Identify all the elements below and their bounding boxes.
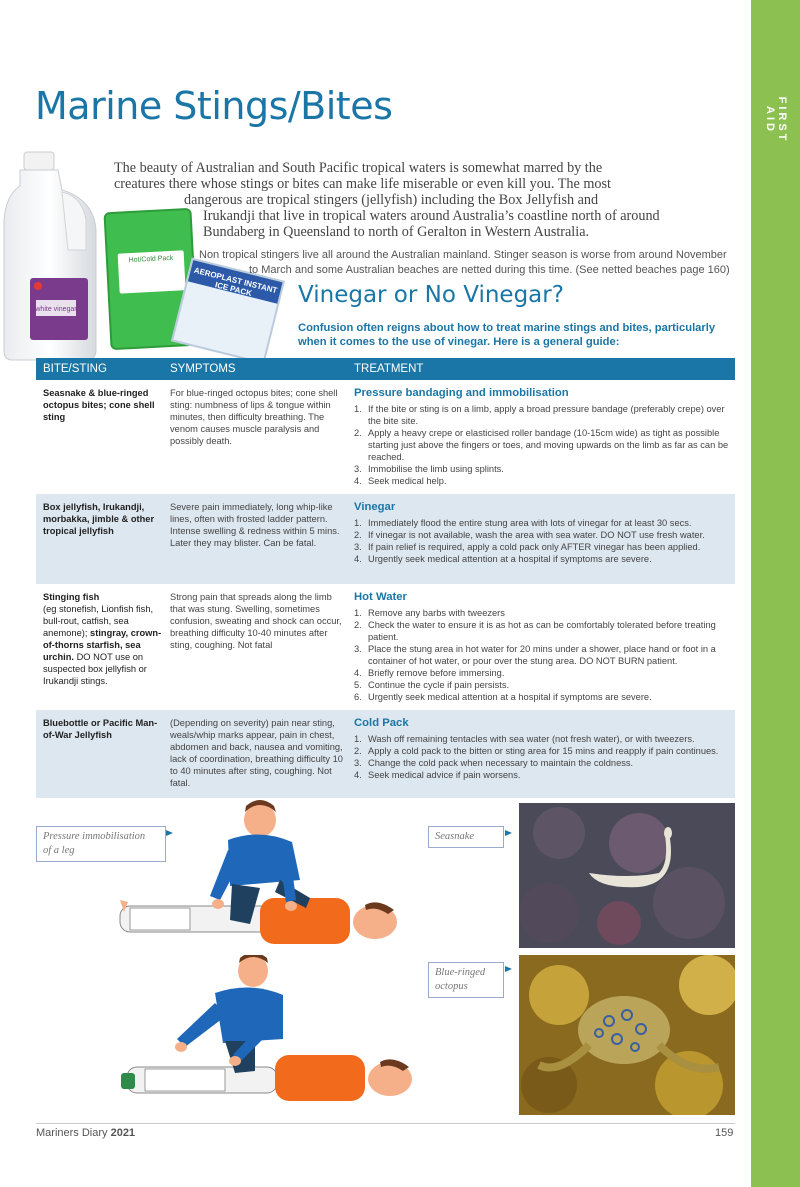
- treatment-step: 3. Place the stung area in hot water for 20 mins under a shower, place hand or foot in a container of hot water, or pour over the stung area. DO NOT BURN patient.: [354, 644, 716, 666]
- caption-arrow-icon: [505, 830, 512, 836]
- treatment-steps: [354, 607, 729, 703]
- note-line-2: to March and some Australian beaches are netted during this time. (See netted beaches page 160): [249, 264, 730, 276]
- bite-cell: Bluebottle or Pacific Man-of-War Jellyfish: [43, 718, 158, 740]
- bite-warning-text: DO NOT use on suspected box jellyfish or Irukandji stings.: [43, 652, 147, 686]
- pressure-bandage-illustration-1: [110, 800, 410, 955]
- seasnake-caption: [428, 826, 504, 848]
- treatment-step: 5. Continue the cycle if pain persists.: [354, 680, 510, 690]
- bite-bold-text: Stinging fish: [43, 592, 100, 602]
- table-header: [36, 358, 735, 380]
- treatment-step: 3. Immobilise the limb using splints.: [354, 464, 504, 474]
- treatment-step: 2. Apply a heavy crepe or elasticised roller bandage (10-15cm wide) as tight as possible starting just above the fingers or toes, and moving upwards on the limb as far as can be reached.: [354, 428, 729, 462]
- symptoms-cell: (Depending on severity) pain near sting, weals/whip marks appear, pain in chest, abdomen and back, nausea and vomiting, lack of coordination, breathing difficulty 10 to 40 minutes after sting, coughing. Not fatal.: [170, 718, 343, 788]
- treatment-step: 6. Urgently seek medical attention at a hospital if symptoms are severe.: [354, 692, 652, 702]
- side-tab: [751, 0, 800, 1187]
- bite-cell: Seasnake & blue-ringed octopus bites; cone shell sting: [43, 388, 155, 422]
- table-row: [36, 494, 735, 584]
- caption-line: Pressure immobilisation: [43, 831, 146, 842]
- hot-cold-pack-label: Hot/Cold Pack: [118, 250, 186, 293]
- treatment-step: 4. Briefly remove before immersing.: [354, 668, 505, 678]
- table-row: [36, 380, 735, 494]
- bite-cell: Box jellyfish, Irukandji, morbakka, jimble & other tropical jellyfish: [43, 502, 155, 536]
- treatment-step: 4. Seek medical help.: [354, 476, 447, 486]
- caption-line: Blue-ringed: [435, 967, 486, 978]
- intro-line-1: The beauty of Australian and South Pacific tropical waters is somewhat marred by the: [114, 160, 603, 176]
- footer-rule: [36, 1123, 735, 1124]
- footer-publication: [36, 1127, 135, 1139]
- publication-year: 2021: [110, 1127, 136, 1139]
- treatment-title: Cold Pack: [354, 717, 409, 729]
- page-title: Marine Stings/Bites: [35, 84, 393, 128]
- treatment-step: 4. Urgently seek medical attention at a hospital if symptoms are severe.: [354, 554, 652, 564]
- treatment-step: 4. Seek medical advice if pain worsens.: [354, 770, 521, 780]
- bottle-label-text: white vinegar: [35, 306, 77, 313]
- side-tab-label: FIRST AID: [764, 96, 788, 144]
- treatment-cell: [354, 387, 729, 487]
- header-treatment: TREATMENT: [354, 363, 424, 375]
- section-subtitle: Vinegar or No Vinegar?: [298, 282, 564, 308]
- intro-line-4: Irukandji that live in tropical waters around Australia’s coastline north of around: [203, 208, 660, 224]
- treatment-steps: [354, 733, 729, 781]
- treatment-step: 1. Remove any barbs with tweezers: [354, 608, 505, 618]
- bite-normal-text: (eg stonefish, Lionfish fish, bull-rout, catfish, sea anemone);: [43, 604, 154, 638]
- caption-arrow-icon: [505, 966, 512, 972]
- lead-paragraph: Confusion often reigns about how to treat marine stings and bites, particularly when it comes to the use of vinegar. Here is a general guide:: [298, 322, 716, 348]
- table-row: [36, 710, 735, 798]
- page-number: 159: [715, 1127, 734, 1139]
- treatment-step: 3. If pain relief is required, apply a cold pack only AFTER vinegar has been applied.: [354, 542, 701, 552]
- table-row: [36, 584, 735, 710]
- bite-bold-text-2: stingray, crown-of-thorns starfish, sea urchin.: [43, 628, 162, 662]
- publication-name: Mariners Diary: [36, 1127, 111, 1139]
- treatment-cell: [354, 591, 729, 703]
- bite-cell: [43, 591, 163, 687]
- treatment-step: 2. Apply a cold pack to the bitten or sting area for 15 mins and reapply if pain continues.: [354, 746, 719, 756]
- treatment-cell: [354, 717, 729, 781]
- treatment-step: 2. If vinegar is not available, wash the area with sea water. DO NOT use fresh water.: [354, 530, 705, 540]
- symptoms-cell: Severe pain immediately, long whip-like lines, often with frosted ladder pattern. Intense swelling & redness within 5 mins. Later they may blister. Can be fatal.: [170, 502, 340, 548]
- caption-line: Seasnake: [435, 831, 475, 842]
- note-line-1: Non tropical stingers live all around the Australian mainland. Stinger season is worse from around November: [199, 249, 727, 261]
- pressure-bandage-illustration-2: [115, 955, 415, 1115]
- blue-ringed-octopus-photo: [519, 955, 735, 1115]
- intro-line-5: Bundaberg in Queensland to north of Geralton in Western Australia.: [203, 224, 590, 240]
- seasnake-photo: [519, 803, 735, 948]
- treatment-step: 2. Check the water to ensure it is as hot as can be comfortably tolerated before treating patient.: [354, 620, 716, 642]
- header-bite: BITE/STING: [43, 363, 107, 375]
- caption-line: octopus: [435, 981, 468, 992]
- treatment-step: 1. If the bite or sting is on a limb, apply a broad pressure bandage (preferably crepe) over the bite site.: [354, 404, 725, 426]
- intro-line-3: dangerous are tropical stingers (jellyfish) including the Box Jellyfish and: [184, 192, 599, 208]
- vinegar-bottle-image: [2, 150, 98, 362]
- treatment-title: Hot Water: [354, 591, 407, 603]
- treatment-step: 1. Wash off remaining tentacles with sea water (not fresh water), or with tweezers.: [354, 734, 695, 744]
- intro-line-2: creatures there whose stings or bites can make life miserable or even kill you. The most: [114, 176, 611, 192]
- treatment-steps: [354, 517, 729, 565]
- ice-pack-label: AEROPLAST INSTANT ICE PACK: [188, 260, 283, 304]
- treatment-step: 1. Immediately flood the entire stung area with lots of vinegar for at least 30 secs.: [354, 518, 692, 528]
- treatment-title: Pressure bandaging and immobilisation: [354, 387, 569, 399]
- header-symptoms: SYMPTOMS: [170, 363, 236, 375]
- treatment-steps: [354, 403, 729, 487]
- octopus-caption: [428, 962, 504, 998]
- treatment-step: 3. Change the cold pack when necessary to maintain the coldness.: [354, 758, 634, 768]
- symptoms-cell: For blue-ringed octopus bites; cone shell sting: numbness of lips & tongue within minutes, then difficulty breathing. The venom causes muscle paralysis and possibly death.: [170, 388, 338, 446]
- treatment-title: Vinegar: [354, 501, 396, 513]
- treatment-cell: [354, 501, 729, 565]
- symptoms-cell: Strong pain that spreads along the limb that was stung. Swelling, sometimes confusion, sweating and shock can occur, breathing difficulty 10-40 minutes after sting, coughing. Not fatal: [170, 592, 342, 650]
- caption-line: of a leg: [43, 845, 75, 856]
